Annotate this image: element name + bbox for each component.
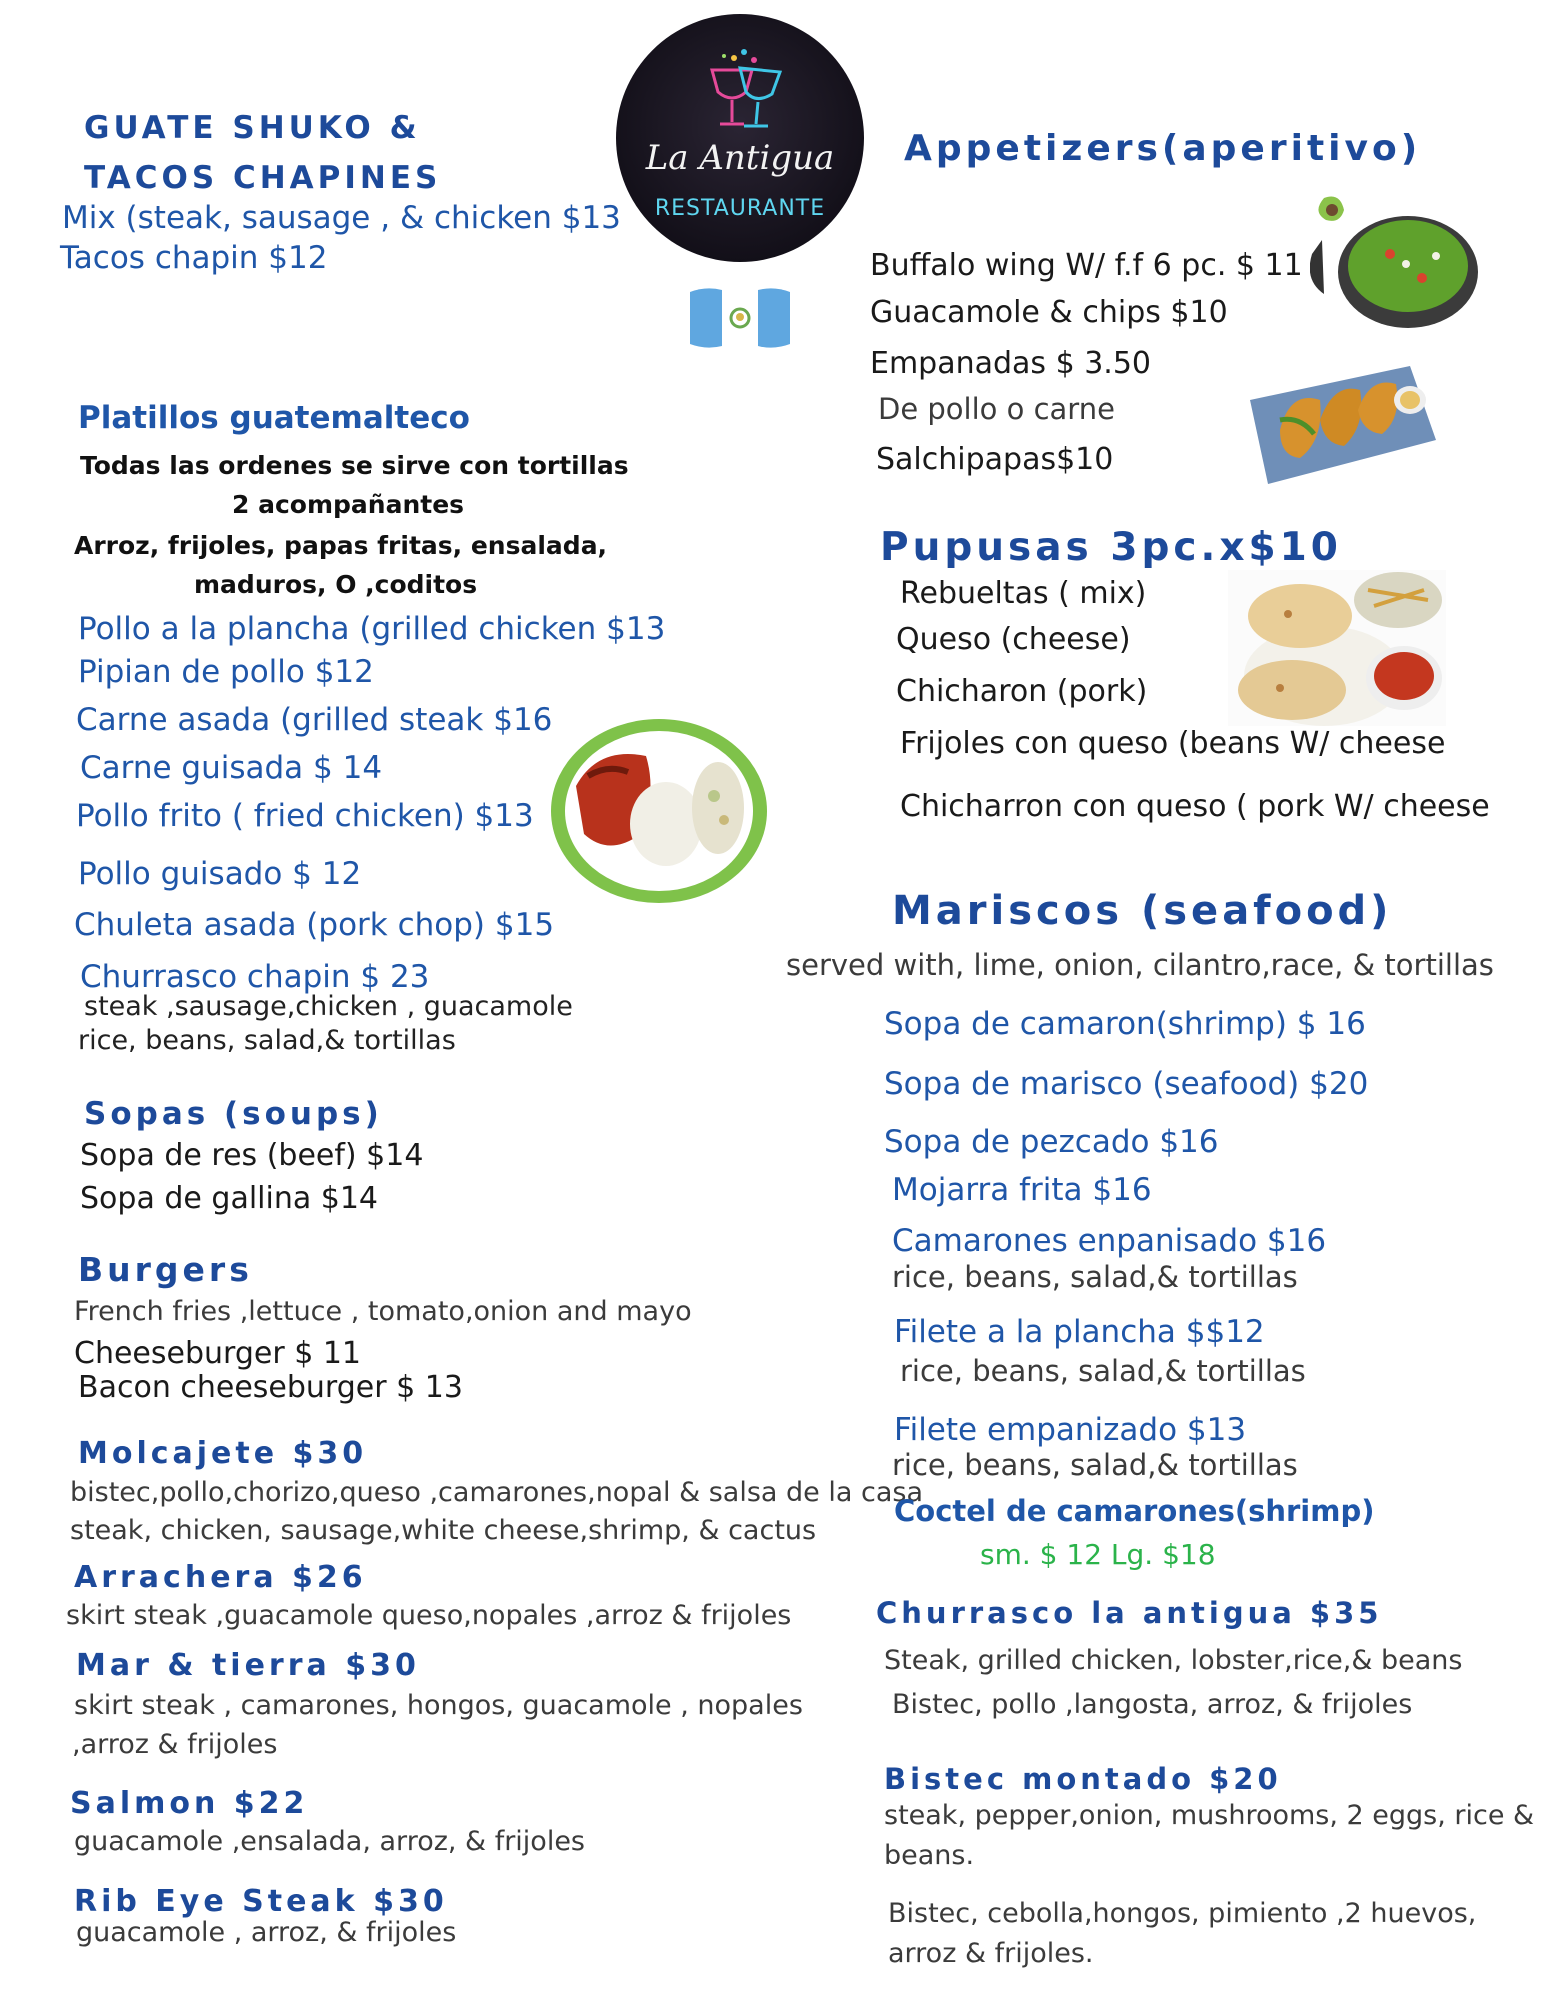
marisco-item: Sopa de marisco (seafood) $20 <box>884 1066 1369 1102</box>
platillo-item: Carne guisada $ 14 <box>80 750 383 786</box>
guatemala-flag <box>688 286 792 350</box>
pupusa-item: Chicharron con queso ( pork W/ cheese <box>900 789 1490 824</box>
platillo-item: Churrasco chapin $ 23 <box>80 959 430 995</box>
sides-desc: rice, beans, salad,& tortillas <box>892 1448 1298 1482</box>
molcajete-desc: bistec,pollo,chorizo,queso ,camarones,nopal & salsa de la casa <box>70 1477 924 1508</box>
shuko-item: Mix (steak, sausage , & chicken $13 <box>62 200 621 236</box>
arrachera-title: Arrachera $26 <box>74 1560 367 1595</box>
logo-script-text: La Antigua <box>645 138 835 178</box>
platillos-note: 2 acompañantes <box>232 490 465 519</box>
plate-photo <box>548 716 770 906</box>
bistec-montado-title: Bistec montado $20 <box>884 1762 1282 1796</box>
burger-item: Bacon cheeseburger $ 13 <box>78 1370 463 1405</box>
churrasco-chapin-desc: steak ,sausage,chicken , guacamole <box>84 991 573 1022</box>
logo <box>612 10 868 266</box>
churrasco-antigua-desc: Steak, grilled chicken, lobster,rice,& beans <box>884 1645 1463 1676</box>
shuko-title-line1: GUATE SHUKO & <box>84 110 421 146</box>
pupusa-item: Queso (cheese) <box>896 622 1131 657</box>
bistec-montado-desc: beans. <box>884 1840 975 1871</box>
guacamole-photo <box>1310 194 1480 334</box>
coctel-title: Coctel de camarones(shrimp) <box>894 1494 1375 1528</box>
shuko-title-line2: TACOS CHAPINES <box>84 160 442 196</box>
marisco-item: Camarones enpanisado $16 <box>892 1223 1327 1259</box>
mar-tierra-desc: skirt steak , camarones, hongos, guacamole , nopales <box>74 1690 803 1721</box>
mar-tierra-title: Mar & tierra $30 <box>76 1648 420 1683</box>
platillos-title: Platillos guatemalteco <box>78 400 470 436</box>
marisco-item: Sopa de camaron(shrimp) $ 16 <box>884 1006 1366 1042</box>
empanadas-photo <box>1240 360 1440 490</box>
logo-sub-text: RESTAURANTE <box>654 196 826 221</box>
ribeye-title: Rib Eye Steak $30 <box>74 1884 448 1919</box>
platillos-note: Arroz, frijoles, papas fritas, ensalada, <box>74 531 608 560</box>
appetizer-item: Guacamole & chips $10 <box>870 295 1228 330</box>
sopa-item: Sopa de res (beef) $14 <box>80 1138 424 1173</box>
burgers-desc: French fries ,lettuce , tomato,onion and mayo <box>74 1296 692 1327</box>
molcajete-desc: steak, chicken, sausage,white cheese,shrimp, & cactus <box>70 1515 817 1546</box>
salmon-title: Salmon $22 <box>70 1786 309 1821</box>
appetizers-title: Appetizers(aperitivo) <box>904 128 1422 169</box>
filete-plancha: Filete a la plancha $$12 <box>894 1314 1265 1350</box>
arrachera-desc: skirt steak ,guacamole queso,nopales ,arroz & frijoles <box>66 1600 792 1631</box>
molcajete-title: Molcajete $30 <box>78 1436 368 1471</box>
bistec-montado-desc: Bistec, cebolla,hongos, pimiento ,2 huevos, <box>888 1898 1477 1929</box>
churrasco-chapin-desc: rice, beans, salad,& tortillas <box>78 1025 456 1056</box>
sides-desc: rice, beans, salad,& tortillas <box>892 1260 1298 1294</box>
pupusas-title: Pupusas 3pc.x$10 <box>880 525 1342 570</box>
sides-desc: rice, beans, salad,& tortillas <box>900 1354 1306 1388</box>
salmon-desc: guacamole ,ensalada, arroz, & frijoles <box>74 1826 585 1857</box>
platillo-item: Pipian de pollo $12 <box>78 654 374 690</box>
pupusa-item: Frijoles con queso (beans W/ cheese <box>900 726 1446 761</box>
pupusa-item: Chicharon (pork) <box>896 674 1148 709</box>
mariscos-title: Mariscos (seafood) <box>892 888 1393 934</box>
coctel-sizes: sm. $ 12 Lg. $18 <box>980 1538 1216 1571</box>
mariscos-desc: served with, lime, onion, cilantro,race, & tortillas <box>786 948 1494 982</box>
platillo-item: Pollo guisado $ 12 <box>78 856 362 892</box>
platillo-item: Pollo a la plancha (grilled chicken $13 <box>78 611 666 647</box>
churrasco-antigua-desc: Bistec, pollo ,langosta, arroz, & frijoles <box>892 1689 1413 1720</box>
ribeye-desc: guacamole , arroz, & frijoles <box>76 1917 457 1948</box>
appetizer-item: Empanadas $ 3.50 <box>870 346 1152 381</box>
mar-tierra-desc: ,arroz & frijoles <box>72 1729 278 1760</box>
sopa-item: Sopa de gallina $14 <box>80 1181 379 1216</box>
platillos-note: maduros, O ,coditos <box>194 570 478 599</box>
platillos-note: Todas las ordenes se sirve con tortillas <box>80 451 629 480</box>
churrasco-antigua-title: Churrasco la antigua $35 <box>876 1596 1383 1630</box>
pupusa-item: Rebueltas ( mix) <box>900 576 1147 611</box>
appetizer-item: Buffalo wing W/ f.f 6 pc. $ 11 <box>870 248 1303 283</box>
marisco-item: Sopa de pezcado $16 <box>884 1124 1219 1160</box>
platillo-item: Chuleta asada (pork chop) $15 <box>74 907 555 943</box>
platillo-item: Carne asada (grilled steak $16 <box>76 702 553 738</box>
empanadas-desc: De pollo o carne <box>878 392 1115 426</box>
pupusas-photo <box>1228 570 1446 726</box>
bistec-montado-desc: steak, pepper,onion, mushrooms, 2 eggs, rice & <box>884 1800 1535 1831</box>
bistec-montado-desc: arroz & frijoles. <box>888 1938 1094 1969</box>
marisco-item: Mojarra frita $16 <box>892 1172 1152 1208</box>
shuko-item: Tacos chapin $12 <box>60 240 328 276</box>
platillo-item: Pollo frito ( fried chicken) $13 <box>76 798 534 834</box>
burgers-title: Burgers <box>78 1250 253 1289</box>
burger-item: Cheeseburger $ 11 <box>74 1336 361 1371</box>
sopas-title: Sopas (soups) <box>84 1096 383 1132</box>
filete-empanizado: Filete empanizado $13 <box>894 1412 1247 1448</box>
salchipapas-item: Salchipapas$10 <box>876 442 1114 477</box>
